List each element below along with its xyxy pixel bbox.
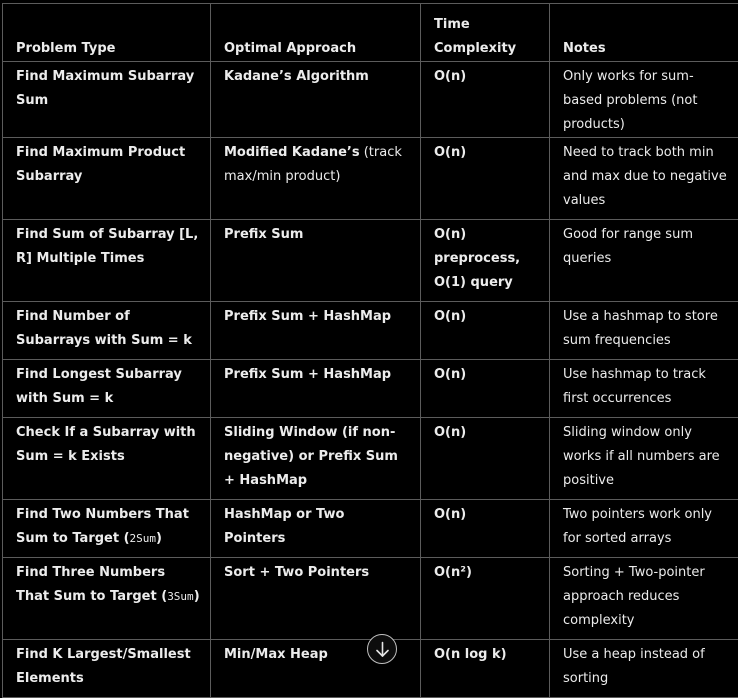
cell-complexity: O(n): [421, 418, 550, 500]
approach-bold: Sort + Two Pointers: [224, 565, 369, 580]
cell-approach: [211, 500, 421, 558]
cell-notes: Use hashmap to track first occurrences: [550, 360, 738, 418]
cell-complexity: O(n²): [421, 558, 550, 640]
approach-bold: Prefix Sum + HashMap: [224, 309, 391, 324]
header-optimal-approach: Optimal Approach: [211, 4, 421, 62]
cell-notes: Need to track both min and max due to negative values: [550, 138, 738, 220]
cell-approach: [211, 558, 421, 640]
cell-approach: [211, 302, 421, 360]
cell-complexity: O(n): [421, 500, 550, 558]
table-row: [3, 302, 738, 360]
cell-complexity: O(n) preprocess, O(1) query: [421, 220, 550, 302]
approach-bold: Min/Max Heap: [224, 647, 328, 662]
cell-approach: [211, 62, 421, 138]
cell-approach: [211, 418, 421, 500]
cell-complexity: O(n log k): [421, 640, 550, 698]
approach-bold: Kadane’s Algorithm: [224, 69, 369, 84]
cell-notes: Use a heap instead of sorting: [550, 640, 738, 698]
cell-problem: Find Number of Subarrays with Sum = k: [3, 302, 211, 360]
scroll-to-bottom-button[interactable]: [367, 634, 397, 664]
comparison-table: [2, 3, 738, 698]
cell-notes: Two pointers work only for sorted arrays: [550, 500, 738, 558]
approach-detail: (track max/min product): [224, 145, 402, 184]
header-notes: Notes: [550, 4, 738, 62]
cell-problem: Find K Largest/Smallest Elements: [3, 640, 211, 698]
cell-problem: Find Longest Subarray with Sum = k: [3, 360, 211, 418]
cell-complexity: O(n): [421, 360, 550, 418]
problem-text-end: ): [194, 589, 200, 604]
problem-text-end: ): [156, 531, 162, 546]
cell-notes: Sorting + Two-pointer approach reduces complexity: [550, 558, 738, 640]
problem-text: Find Three Numbers That Sum to Target (: [16, 565, 167, 604]
inline-code: 3Sum: [167, 590, 194, 603]
table-row: [3, 418, 738, 500]
table-header-row: [3, 4, 738, 62]
cell-complexity: O(n): [421, 302, 550, 360]
cell-problem: [3, 558, 211, 640]
approach-bold: Modified Kadane’s: [224, 145, 360, 160]
cell-notes: Good for range sum queries: [550, 220, 738, 302]
cell-approach: [211, 360, 421, 418]
cell-problem: Check If a Subarray with Sum = k Exists: [3, 418, 211, 500]
approach-bold: Prefix Sum: [224, 227, 303, 242]
cell-problem: Find Maximum Subarray Sum: [3, 62, 211, 138]
approach-bold: Prefix Sum + HashMap: [224, 367, 391, 382]
cell-problem: [3, 500, 211, 558]
cell-problem: Find Sum of Subarray [L, R] Multiple Times: [3, 220, 211, 302]
approach-bold: HashMap or Two Pointers: [224, 507, 344, 546]
table-row: [3, 558, 738, 640]
arrow-down-icon: [375, 641, 390, 658]
table-row: [3, 500, 738, 558]
table-row: [3, 220, 738, 302]
header-problem-type: Problem Type: [3, 4, 211, 62]
cell-problem: Find Maximum Product Subarray: [3, 138, 211, 220]
table-row: [3, 62, 738, 138]
cell-approach: [211, 138, 421, 220]
approach-bold: Sliding Window (if non-negative) or Prefix Sum + HashMap: [224, 425, 398, 488]
cell-complexity: O(n): [421, 138, 550, 220]
cell-notes: Use a hashmap to store sum frequencies: [550, 302, 738, 360]
cell-notes: Only works for sum-based problems (not products): [550, 62, 738, 138]
table-row: [3, 138, 738, 220]
inline-code: 2Sum: [130, 532, 157, 545]
cell-approach: [211, 220, 421, 302]
cell-complexity: O(n): [421, 62, 550, 138]
cell-notes: Sliding window only works if all numbers are positive: [550, 418, 738, 500]
problem-text: Find Two Numbers That Sum to Target (: [16, 507, 189, 546]
header-time-complexity: Time Complexity: [421, 4, 550, 62]
table-row: [3, 360, 738, 418]
